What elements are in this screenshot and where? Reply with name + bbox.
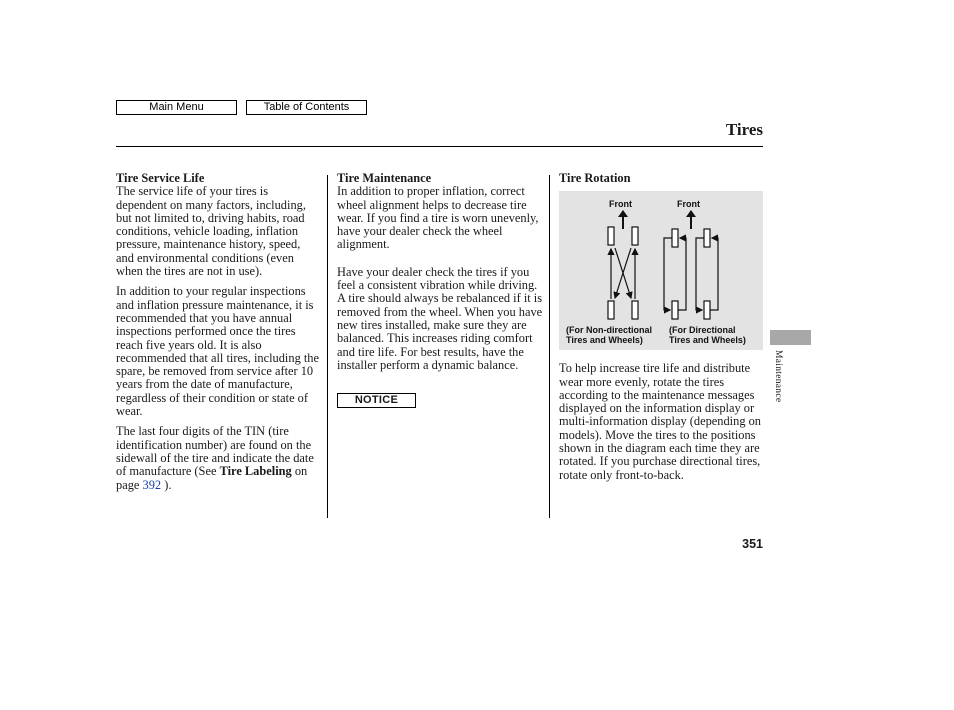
caption-directional: (For Directional — [669, 325, 736, 336]
tire-rear-right — [632, 301, 638, 319]
tire-labeling-reference: Tire Labeling — [219, 464, 292, 479]
caption-non-directional-2: Tires and Wheels) — [566, 335, 643, 346]
front-arrow-icon — [686, 210, 696, 229]
page-number: 351 — [742, 537, 763, 551]
service-life-paragraph-2: In addition to your regular inspections and inflation pressure maintenance, it is recommended that you have annual inspections performed once the tires reach five years old. It is also recommended that all tires, including the spare, be removed from service after 10 years from the date of manufacture, regardless of their condition or state of wear. — [116, 284, 320, 419]
tire-rear-right-directional — [704, 301, 710, 319]
tin-text: The last four digits of the TIN (tire identification number) are found on the sidewall of the tire and indicate the date of manufacture (See — [116, 424, 314, 479]
column-divider — [327, 175, 328, 518]
tire-front-right-directional — [704, 229, 710, 247]
arrow-left-front-to-rear — [664, 238, 672, 310]
column-divider — [549, 175, 550, 518]
tire-front-left-directional — [672, 229, 678, 247]
tire-front-right — [632, 227, 638, 245]
table-of-contents-button[interactable]: Table of Contents — [246, 100, 367, 115]
on-page-text: on page — [116, 464, 308, 492]
service-life-paragraph-3 — [116, 425, 320, 491]
tire-rotation-diagram — [559, 191, 763, 350]
tire-rear-left — [608, 301, 614, 319]
caption-directional-2: Tires and Wheels) — [669, 335, 746, 346]
main-menu-button[interactable]: Main Menu — [116, 100, 237, 115]
tire-service-life-section — [116, 172, 320, 499]
tire-maintenance-section — [337, 172, 543, 408]
maintenance-paragraph-2: Have your dealer check the tires if you feel a consistent vibration while driving. A tire should always be rebalanced if it is removed from the wheel. When you have new tires installed, make sure they are balanced. This increases riding comfort and tire life. For best results, have the installer perform a dynamic balance. — [337, 264, 543, 372]
arrow-left-rear-to-front — [678, 238, 686, 310]
caption-non-directional: (For Non-directional — [566, 325, 652, 336]
tire-rear-left-directional — [672, 301, 678, 319]
maintenance-paragraph-1: In addition to proper inflation, correct wheel alignment helps to decrease tire wear. If you find a tire is worn unevenly, have your dealer check the wheel alignment. — [337, 184, 539, 252]
arrow-right-rear-to-front — [710, 238, 718, 310]
notice-label: NOTICE — [337, 393, 416, 408]
tire-front-left — [608, 227, 614, 245]
tire-rotation-heading: Tire Rotation — [559, 171, 631, 185]
front-label-left: Front — [609, 199, 632, 210]
title-rule — [116, 146, 763, 147]
front-label-right: Front — [677, 199, 700, 210]
tire-rotation-section — [559, 172, 762, 489]
tire-maintenance-heading: Tire Maintenance — [337, 171, 432, 185]
service-life-paragraph-1: The service life of your tires is dependent on many factors, including, but not limited to, driving habits, road conditions, vehicle loading, inflation pressure, maintenance history, speed, and environmental conditions (even when the tires are not in use). — [116, 184, 306, 279]
section-tab — [770, 330, 811, 345]
front-arrow-icon — [618, 210, 628, 229]
section-label-maintenance: Maintenance — [773, 350, 783, 403]
tire-service-life-heading: Tire Service Life — [116, 171, 205, 185]
rotation-paragraph: To help increase tire life and distribute wear more evenly, rotate the tires according to the maintenance messages displayed on the information display or multi-information display (depending on models). Move the tires to the positions shown in the diagram each time they are rotated. If you purchase directional tires, rotate only front-to-back. — [559, 361, 762, 482]
page-392-link[interactable]: 392 — [142, 477, 162, 492]
page-title: Tires — [725, 120, 763, 139]
closing-text: ). — [164, 477, 172, 492]
arrow-right-front-to-rear — [696, 238, 704, 310]
